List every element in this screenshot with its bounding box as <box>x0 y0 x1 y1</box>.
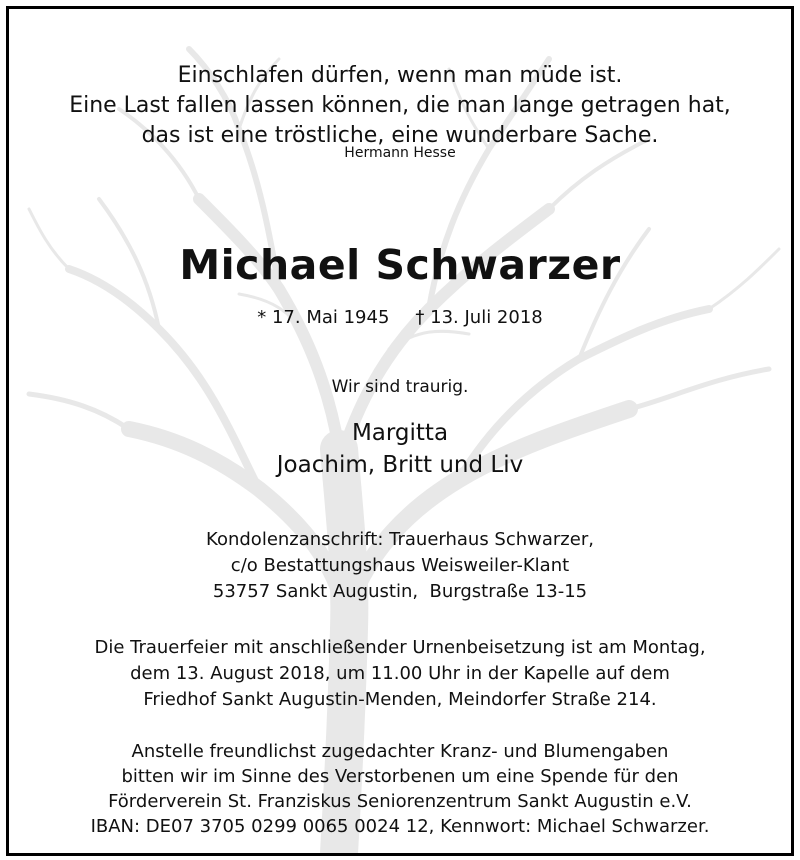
death-date: † 13. Juli 2018 <box>415 307 543 328</box>
sadness-statement: Wir sind traurig. <box>331 377 469 397</box>
deceased-name: Michael Schwarzer <box>179 241 621 289</box>
life-dates <box>9 307 791 328</box>
donation-line: IBAN: DE07 3705 0299 0065 0024 12, Kennwort: Michael Schwarzer. <box>90 816 710 837</box>
address-line: c/o Bestattungshaus Weisweiler-Klant <box>230 555 570 576</box>
address-line: Kondolenzanschrift: Trauerhaus Schwarzer, <box>206 529 594 550</box>
birth-date: * 17. Mai 1945 <box>257 307 390 328</box>
quote-line: Einschlafen dürfen, wenn man müde ist. <box>177 63 623 88</box>
poem-quote <box>9 61 791 151</box>
donation-line: Anstelle freundlichst zugedachter Kranz- und Blumengaben <box>131 741 669 762</box>
mourner-name: Joachim, Britt und Liv <box>276 452 524 478</box>
ceremony-line: Friedhof Sankt Augustin-Menden, Meindorfer Straße 214. <box>143 689 657 710</box>
mourner-name: Margitta <box>351 420 449 446</box>
donation-line: Förderverein St. Franziskus Seniorenzentrum Sankt Augustin e.V. <box>108 791 692 812</box>
donation-line: bitten wir im Sinne des Verstorbenen um eine Spende für den <box>121 766 679 787</box>
quote-line: das ist eine tröstliche, eine wunderbare Sache. <box>141 123 659 148</box>
mourners-list <box>9 417 791 481</box>
ceremony-line: dem 13. August 2018, um 11.00 Uhr in der Kapelle auf dem <box>130 663 670 684</box>
obituary-frame <box>6 6 794 856</box>
quote-author: Hermann Hesse <box>344 145 456 161</box>
condolence-address <box>9 527 791 605</box>
quote-line: Eine Last fallen lassen können, die man lange getragen hat, <box>69 93 731 118</box>
address-line: 53757 Sankt Augustin, Burgstraße 13-15 <box>212 581 588 602</box>
funeral-ceremony-info <box>9 635 791 713</box>
ceremony-line: Die Trauerfeier mit anschließender Urnenbeisetzung ist am Montag, <box>94 637 706 658</box>
donation-request <box>9 739 791 839</box>
